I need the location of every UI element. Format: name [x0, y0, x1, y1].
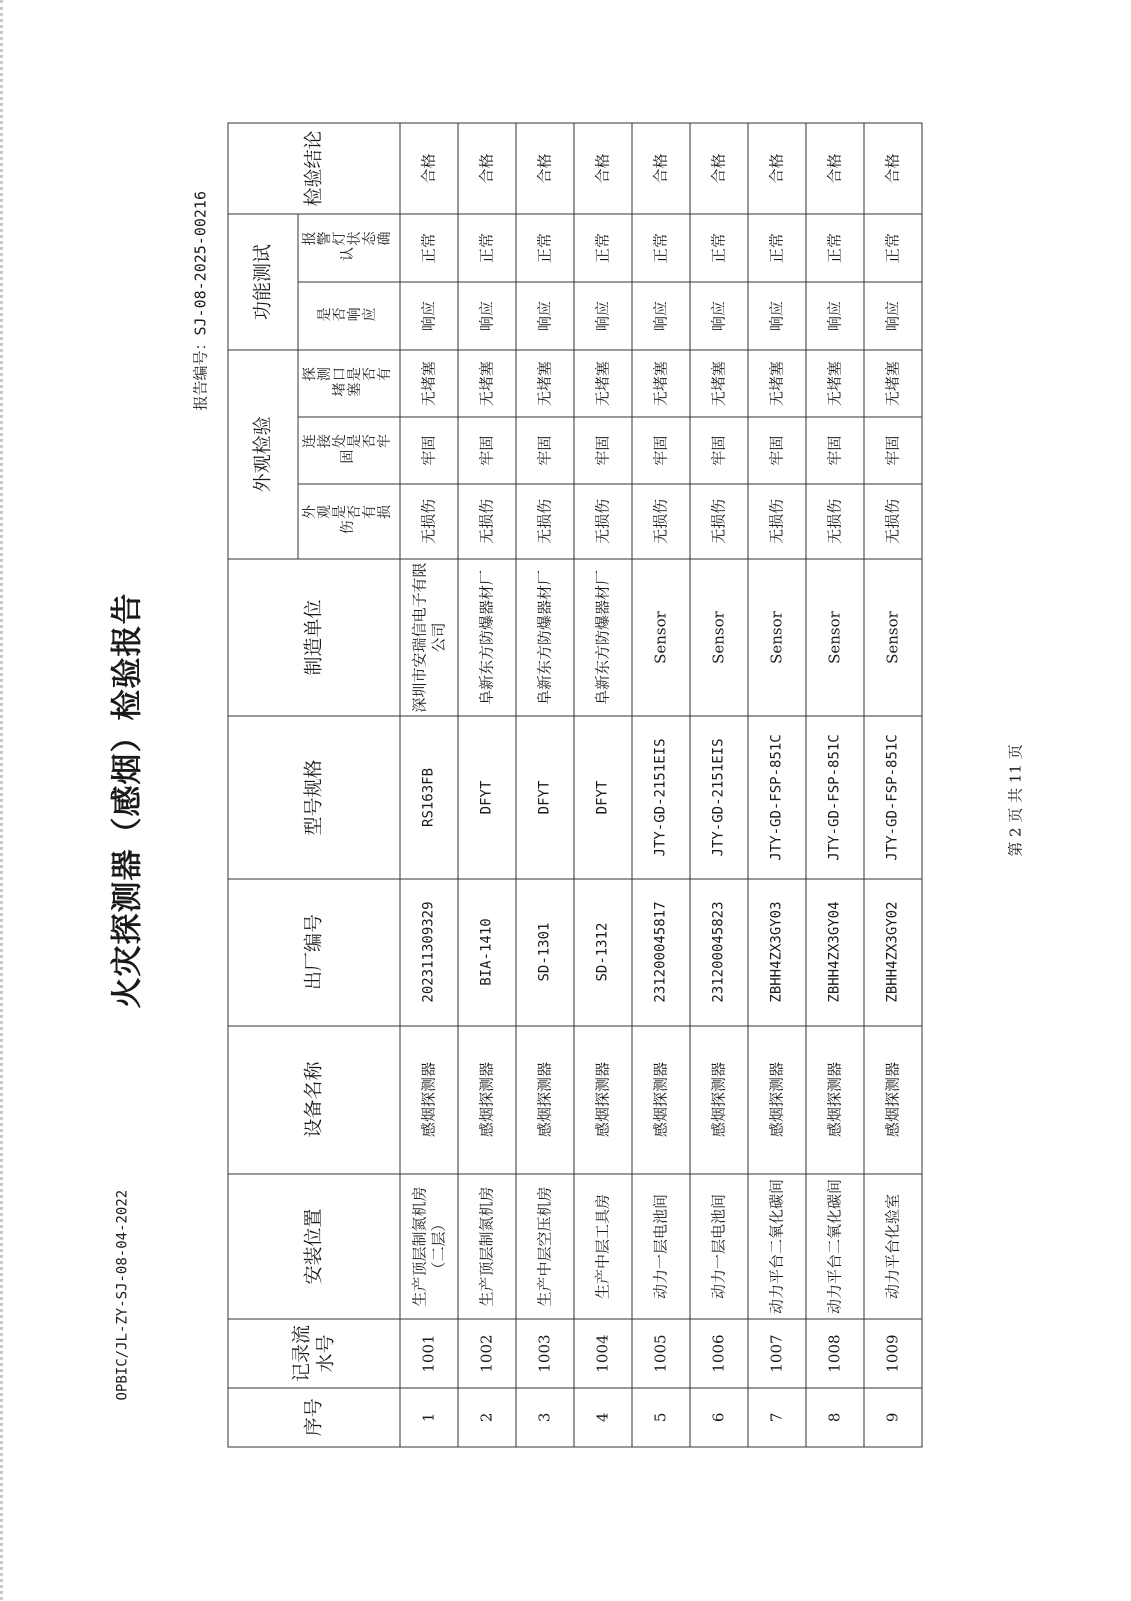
- cell-resp: 响应: [864, 282, 922, 350]
- form-code: OPBIC/JL-ZY-SJ-08-04-2022: [114, 1189, 131, 1401]
- cell-conn: 牢固: [690, 417, 748, 484]
- cell-seq: 8: [806, 1388, 864, 1447]
- cell-lamp: 正常: [748, 214, 806, 282]
- cell-lamp: 正常: [574, 214, 632, 282]
- table-row: [806, 123, 864, 1447]
- report-number: 报告编号：SJ-08-2025-00216: [191, 191, 210, 411]
- header-app-conn: [298, 417, 400, 484]
- cell-resp: 响应: [458, 282, 516, 350]
- page-title: 火灾探测器（感烟）检验报告: [109, 592, 146, 1009]
- cell-model: RS163FB: [400, 716, 458, 878]
- cell-conn: 牢固: [574, 417, 632, 484]
- cell-seq: 1: [400, 1388, 458, 1447]
- cell-block: 无堵塞: [400, 350, 458, 417]
- header-device: 设备名称: [228, 1026, 400, 1174]
- header-fn-resp: [298, 282, 400, 350]
- cell-location: 生产中层空压机房: [516, 1174, 574, 1320]
- cell-maker: Sensor: [748, 559, 806, 717]
- cell-device: 感烟探测器: [574, 1026, 632, 1174]
- header-fn-lamp: [298, 214, 400, 282]
- header-seq: 序号: [228, 1388, 400, 1447]
- cell-maker: Sensor: [690, 559, 748, 717]
- table-row: [458, 123, 516, 1447]
- cell-maker: 阜新东方防爆器材厂: [516, 559, 574, 717]
- cell-damage: 无损伤: [748, 484, 806, 559]
- cell-record: 1009: [864, 1319, 922, 1387]
- cell-location: 生产顶层制氮机房（二层）: [400, 1174, 458, 1320]
- cell-record: 1006: [690, 1319, 748, 1387]
- cell-seq: 5: [632, 1388, 690, 1447]
- cell-model: JTY-GD-2151EIS: [690, 716, 748, 878]
- header-app-block-text: 探测口是否有堵塞: [301, 367, 392, 399]
- cell-lamp: 正常: [864, 214, 922, 282]
- cell-conn: 牢固: [864, 417, 922, 484]
- cell-model: JTY-GD-FSP-851C: [864, 716, 922, 878]
- header-model: 型号规格: [228, 716, 400, 878]
- cell-record: 1007: [748, 1319, 806, 1387]
- cell-block: 无堵塞: [690, 350, 748, 417]
- cell-conn: 牢固: [458, 417, 516, 484]
- header-maker: 制造单位: [228, 559, 400, 717]
- cell-location: 动力平台二氧化碳间: [806, 1174, 864, 1320]
- header-app-conn-text: 连接处是否牢固: [301, 434, 392, 466]
- cell-resp: 响应: [632, 282, 690, 350]
- cell-resp: 响应: [690, 282, 748, 350]
- cell-damage: 无损伤: [574, 484, 632, 559]
- cell-device: 感烟探测器: [516, 1026, 574, 1174]
- cell-conn: 牢固: [748, 417, 806, 484]
- cell-lamp: 正常: [806, 214, 864, 282]
- header-serial: 出厂编号: [228, 879, 400, 1026]
- cell-damage: 无损伤: [458, 484, 516, 559]
- cell-seq: 2: [458, 1388, 516, 1447]
- header-app-damage-text: 外观是否有损伤: [301, 504, 392, 537]
- table-row: [864, 123, 922, 1447]
- cell-model: JTY-GD-FSP-851C: [806, 716, 864, 878]
- table-row: [748, 123, 806, 1447]
- cell-maker: Sensor: [806, 559, 864, 717]
- cell-result: 合格: [458, 123, 516, 214]
- cell-location: 动力平台化验室: [864, 1174, 922, 1320]
- cell-device: 感烟探测器: [400, 1026, 458, 1174]
- cell-seq: 4: [574, 1388, 632, 1447]
- cell-model: JTY-GD-FSP-851C: [748, 716, 806, 878]
- cell-conn: 牢固: [516, 417, 574, 484]
- cell-result: 合格: [864, 123, 922, 214]
- cell-seq: 3: [516, 1388, 574, 1447]
- cell-device: 感烟探测器: [632, 1026, 690, 1174]
- cell-damage: 无损伤: [690, 484, 748, 559]
- cell-device: 感烟探测器: [748, 1026, 806, 1174]
- table-row: [516, 123, 574, 1447]
- cell-lamp: 正常: [632, 214, 690, 282]
- cell-record: 1005: [632, 1319, 690, 1387]
- cell-block: 无堵塞: [806, 350, 864, 417]
- cell-record: 1002: [458, 1319, 516, 1387]
- cell-device: 感烟探测器: [690, 1026, 748, 1174]
- cell-resp: 响应: [516, 282, 574, 350]
- cell-lamp: 正常: [458, 214, 516, 282]
- cell-block: 无堵塞: [574, 350, 632, 417]
- header-fn-lamp-text: 报警灯状态确认: [301, 231, 392, 263]
- cell-device: 感烟探测器: [458, 1026, 516, 1174]
- cell-resp: 响应: [400, 282, 458, 350]
- cell-location: 动力一层电池间: [632, 1174, 690, 1320]
- cell-block: 无堵塞: [458, 350, 516, 417]
- cell-serial: ZBHH4ZX3GY02: [864, 879, 922, 1026]
- cell-lamp: 正常: [690, 214, 748, 282]
- cell-maker: 阜新东方防爆器材厂: [458, 559, 516, 717]
- cell-location: 动力平台二氧化碳间: [748, 1174, 806, 1320]
- table-row: [632, 123, 690, 1447]
- cell-serial: BIA-1410: [458, 879, 516, 1026]
- cell-location: 动力一层电池间: [690, 1174, 748, 1320]
- cell-record: 1008: [806, 1319, 864, 1387]
- cell-record: 1003: [516, 1319, 574, 1387]
- header-location: 安装位置: [228, 1174, 400, 1320]
- cell-serial: 231200045823: [690, 879, 748, 1026]
- cell-maker: 深圳市安瑞信电子有限公司: [400, 559, 458, 717]
- table-row: [690, 123, 748, 1447]
- cell-result: 合格: [400, 123, 458, 214]
- cell-seq: 9: [864, 1388, 922, 1447]
- table-row: [574, 123, 632, 1447]
- table-row: [400, 123, 458, 1447]
- cell-block: 无堵塞: [748, 350, 806, 417]
- cell-result: 合格: [690, 123, 748, 214]
- cell-model: DFYT: [458, 716, 516, 878]
- cell-damage: 无损伤: [864, 484, 922, 559]
- cell-location: 生产中层工具房: [574, 1174, 632, 1320]
- cell-conn: 牢固: [400, 417, 458, 484]
- cell-resp: 响应: [748, 282, 806, 350]
- cell-serial: SD-1301: [516, 879, 574, 1026]
- cell-device: 感烟探测器: [864, 1026, 922, 1174]
- cell-device: 感烟探测器: [806, 1026, 864, 1174]
- cell-record: 1004: [574, 1319, 632, 1387]
- cell-model: DFYT: [574, 716, 632, 878]
- cell-result: 合格: [632, 123, 690, 214]
- header-conclusion: 检验结论: [228, 123, 400, 214]
- cell-serial: ZBHH4ZX3GY04: [806, 879, 864, 1026]
- cell-conn: 牢固: [632, 417, 690, 484]
- rotated-page: [0, 1, 1131, 1601]
- inspection-table: [228, 123, 923, 1448]
- cell-seq: 7: [748, 1388, 806, 1447]
- header-app-damage: [298, 484, 400, 559]
- cell-resp: 响应: [806, 282, 864, 350]
- cell-result: 合格: [748, 123, 806, 214]
- header-app-block: [298, 350, 400, 417]
- cell-serial: ZBHH4ZX3GY03: [748, 879, 806, 1026]
- cell-damage: 无损伤: [632, 484, 690, 559]
- cell-result: 合格: [574, 123, 632, 214]
- cell-result: 合格: [516, 123, 574, 214]
- page-footer: 第 2 页 共 11 页: [1006, 744, 1025, 857]
- cell-lamp: 正常: [516, 214, 574, 282]
- header-appearance: 外观检验: [228, 350, 298, 559]
- cell-maker: Sensor: [864, 559, 922, 717]
- cell-lamp: 正常: [400, 214, 458, 282]
- cell-block: 无堵塞: [632, 350, 690, 417]
- cell-serial: SD-1312: [574, 879, 632, 1026]
- cell-conn: 牢固: [806, 417, 864, 484]
- cell-record: 1001: [400, 1319, 458, 1387]
- cell-maker: 阜新东方防爆器材厂: [574, 559, 632, 717]
- cell-seq: 6: [690, 1388, 748, 1447]
- cell-damage: 无损伤: [806, 484, 864, 559]
- header-record: 记录流水号: [228, 1319, 400, 1387]
- cell-location: 生产顶层制氮机房: [458, 1174, 516, 1320]
- header-fn-resp-text: 是否响应: [316, 307, 377, 324]
- cell-serial: 202311309329: [400, 879, 458, 1026]
- cell-damage: 无损伤: [516, 484, 574, 559]
- cell-model: DFYT: [516, 716, 574, 878]
- cell-block: 无堵塞: [516, 350, 574, 417]
- cell-block: 无堵塞: [864, 350, 922, 417]
- cell-serial: 231200045817: [632, 879, 690, 1026]
- header-function: 功能测试: [228, 214, 298, 350]
- cell-resp: 响应: [574, 282, 632, 350]
- cell-damage: 无损伤: [400, 484, 458, 559]
- cell-result: 合格: [806, 123, 864, 214]
- cell-model: JTY-GD-2151EIS: [632, 716, 690, 878]
- cell-maker: Sensor: [632, 559, 690, 717]
